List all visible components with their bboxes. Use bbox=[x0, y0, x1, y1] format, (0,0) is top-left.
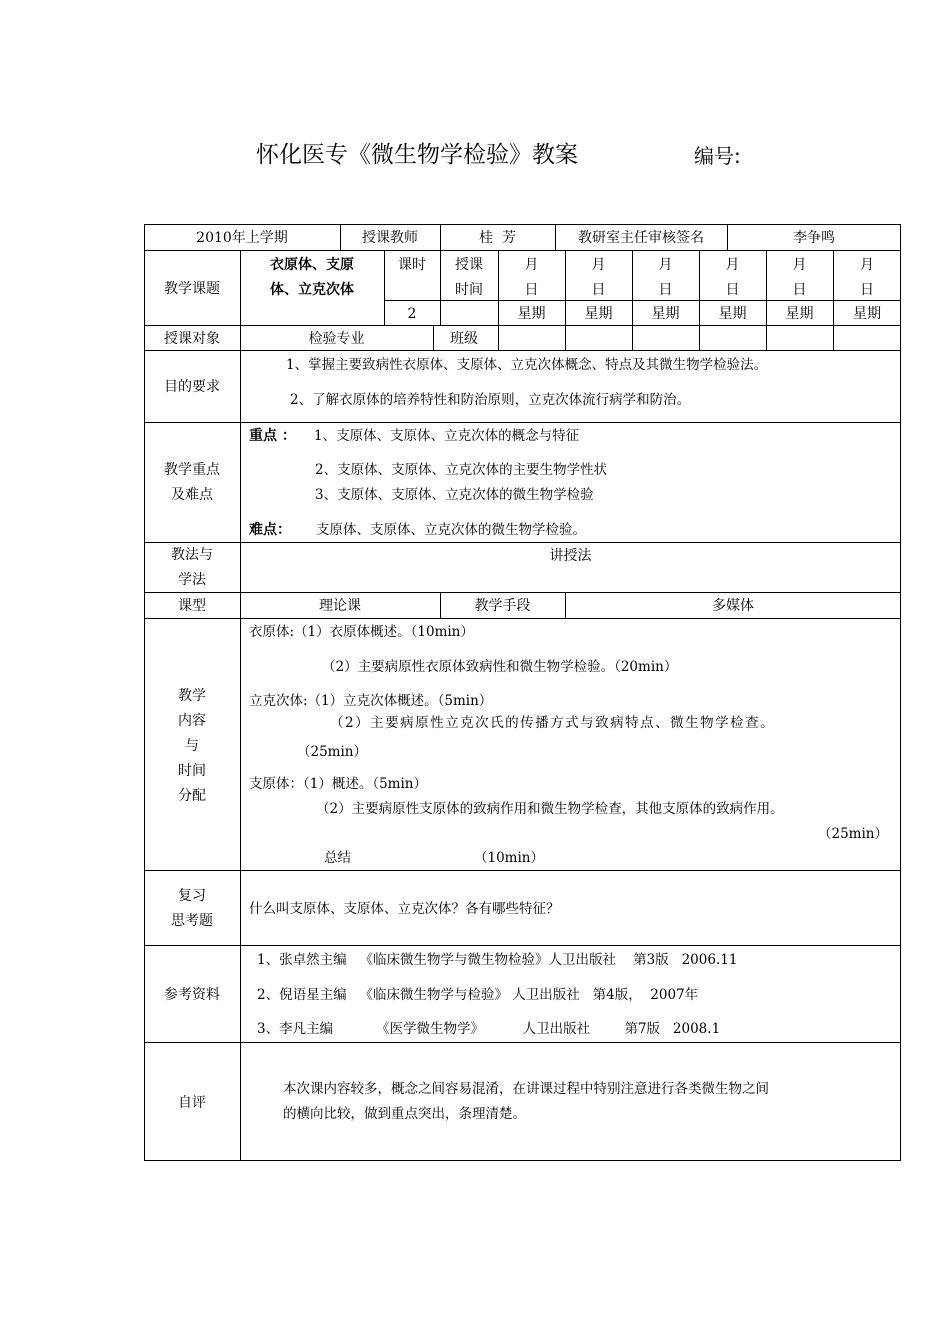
method-value: 讲授法 bbox=[549, 548, 592, 564]
lesson-type-label: 课型 bbox=[178, 598, 206, 614]
difficulty-label: 难点： bbox=[249, 522, 291, 538]
weekday-2: 星期 bbox=[584, 306, 613, 322]
day-4: 日 bbox=[725, 282, 740, 298]
teacher-name: 桂 芳 bbox=[479, 230, 516, 246]
content-line-2: （2）主要病原性衣原体致病性和微生物学检验。（20min） bbox=[322, 659, 678, 675]
semester: 2010年上学期 bbox=[196, 230, 288, 246]
topic-label: 教学课题 bbox=[164, 281, 220, 297]
review-label-2: 思考题 bbox=[171, 913, 213, 929]
content-label-5: 分配 bbox=[178, 788, 206, 804]
teaching-means-label: 教学手段 bbox=[474, 598, 531, 614]
time-label-2: 时间 bbox=[455, 282, 483, 298]
column-divider bbox=[766, 325, 767, 350]
day-6: 日 bbox=[860, 282, 874, 298]
self-eval-line-1: 本次课内容较多，概念之间容易混淆，在讲课过程中特别注意进行各类微生物之间 bbox=[283, 1081, 769, 1097]
content-line-6: 支原体：（1）概述。（5min） bbox=[249, 776, 427, 792]
hours-label: 课时 bbox=[398, 257, 426, 273]
column-divider bbox=[240, 250, 241, 1161]
content-line-7: （2）主要病原性支原体的致病作用和微生物学检查，其他支原体的致病作用。 bbox=[316, 801, 784, 817]
topic-line-1: 衣原体、支原 bbox=[270, 257, 354, 273]
month-2: 月 bbox=[591, 257, 606, 273]
column-divider bbox=[433, 325, 434, 350]
content-line-8: （25min） bbox=[818, 826, 888, 842]
time-label-1: 授课 bbox=[455, 257, 483, 273]
method-label-2: 学法 bbox=[178, 572, 206, 588]
row-divider bbox=[144, 592, 901, 593]
self-eval-line-2: 的横向比较，做到重点突出，条理清楚。 bbox=[283, 1106, 526, 1122]
audience-value: 检验专业 bbox=[308, 331, 365, 347]
month-6: 月 bbox=[860, 257, 874, 273]
column-divider bbox=[565, 325, 566, 350]
weekday-3: 星期 bbox=[651, 306, 680, 322]
content-label-4: 时间 bbox=[178, 763, 206, 779]
content-label-1: 教学 bbox=[178, 688, 206, 704]
row-divider bbox=[144, 325, 901, 326]
content-line-3: 立克次体:（1）立克次体概述。（5min） bbox=[249, 693, 493, 709]
row-divider bbox=[384, 300, 901, 301]
difficulty-text: 支原体、支原体、立克次体的微生物学检验。 bbox=[316, 522, 586, 538]
objective-2: 2、了解衣原体的培养特性和防治原则，立克次体流行病学和防治。 bbox=[290, 392, 691, 408]
review-signature-label: 教研室主任审核签名 bbox=[578, 230, 704, 246]
document-number-label: 编号: bbox=[694, 144, 741, 168]
weekday-5: 星期 bbox=[785, 306, 814, 322]
content-label-2: 内容 bbox=[178, 713, 206, 729]
key-point-2: 2、支原体、支原体、立克次体的主要生物学性状 bbox=[315, 462, 608, 478]
row-divider bbox=[144, 422, 901, 423]
hours-value: 2 bbox=[407, 306, 417, 322]
day-3: 日 bbox=[658, 282, 673, 298]
teaching-means-value: 多媒体 bbox=[712, 598, 754, 614]
objective-1: 1、掌握主要致病性衣原体、支原体、立克次体概念、特点及其微生物学检验法。 bbox=[286, 357, 768, 373]
content-summary: 总结 bbox=[324, 850, 351, 866]
teacher-label: 授课教师 bbox=[362, 230, 418, 246]
content-label-3: 与 bbox=[185, 738, 199, 754]
audience-label: 授课对象 bbox=[164, 331, 220, 347]
self-eval-label: 自评 bbox=[178, 1095, 206, 1111]
month-5: 月 bbox=[792, 257, 807, 273]
objectives-label: 目的要求 bbox=[164, 379, 220, 395]
month-1: 月 bbox=[524, 257, 539, 273]
weekday-4: 星期 bbox=[718, 306, 747, 322]
key-points-label: 重点 ： bbox=[249, 428, 296, 444]
column-divider bbox=[699, 325, 700, 350]
day-5: 日 bbox=[792, 282, 807, 298]
day-1: 日 bbox=[524, 282, 539, 298]
row-divider bbox=[144, 542, 901, 543]
row-divider bbox=[144, 1042, 901, 1043]
row-divider bbox=[144, 870, 901, 871]
day-2: 日 bbox=[591, 282, 606, 298]
page-title: 怀化医专《微生物学检验》教案 bbox=[256, 142, 578, 168]
key-point-1: 1、支原体、支原体、立克次体的概念与特征 bbox=[314, 428, 580, 444]
reference-2: 2、倪语星主编 《临床微生物学与检验》 人卫出版社 第4版， 2007年 bbox=[257, 987, 699, 1003]
row-divider bbox=[144, 618, 901, 619]
row-divider bbox=[144, 250, 901, 251]
review-question: 什么叫支原体、支原体、立克次体？各有哪些特征？ bbox=[249, 901, 560, 917]
reference-1: 1、张卓然主编 《临床微生物学与微生物检验》人卫出版社 第3版 2006.11 bbox=[257, 952, 738, 968]
content-line-4: （2）主要病原性立克次氏的传播方式与致病特点、微生物学检查。 bbox=[330, 715, 776, 731]
keypoints-label-1: 教学重点 bbox=[164, 462, 220, 478]
references-label: 参考资料 bbox=[164, 987, 220, 1003]
month-4: 月 bbox=[725, 257, 740, 273]
month-3: 月 bbox=[658, 257, 673, 273]
keypoints-label-2: 及难点 bbox=[171, 487, 213, 503]
column-divider bbox=[632, 325, 633, 350]
row-divider bbox=[144, 945, 901, 946]
topic-line-2: 体、立克次体 bbox=[270, 282, 354, 298]
review-label-1: 复习 bbox=[178, 888, 206, 904]
column-divider bbox=[498, 325, 499, 350]
weekday-1: 星期 bbox=[517, 306, 546, 322]
class-label: 班级 bbox=[450, 331, 478, 347]
key-point-3: 3、支原体、支原体、立克次体的微生物学检验 bbox=[315, 487, 594, 503]
column-divider bbox=[833, 325, 834, 350]
lesson-type-value: 理论课 bbox=[319, 598, 361, 614]
content-summary-time: （10min） bbox=[474, 850, 544, 866]
reference-3: 3、李凡主编 《医学微生物学》 人卫出版社 第7版 2008.1 bbox=[257, 1021, 721, 1037]
content-line-5: （25min） bbox=[297, 744, 367, 760]
weekday-6: 星期 bbox=[853, 306, 881, 322]
reviewer-name: 李争鸣 bbox=[793, 230, 835, 246]
method-label-1: 教法与 bbox=[171, 547, 213, 563]
row-divider bbox=[144, 350, 901, 351]
content-line-1: 衣原体:（1）衣原体概述。（10min） bbox=[249, 624, 474, 640]
